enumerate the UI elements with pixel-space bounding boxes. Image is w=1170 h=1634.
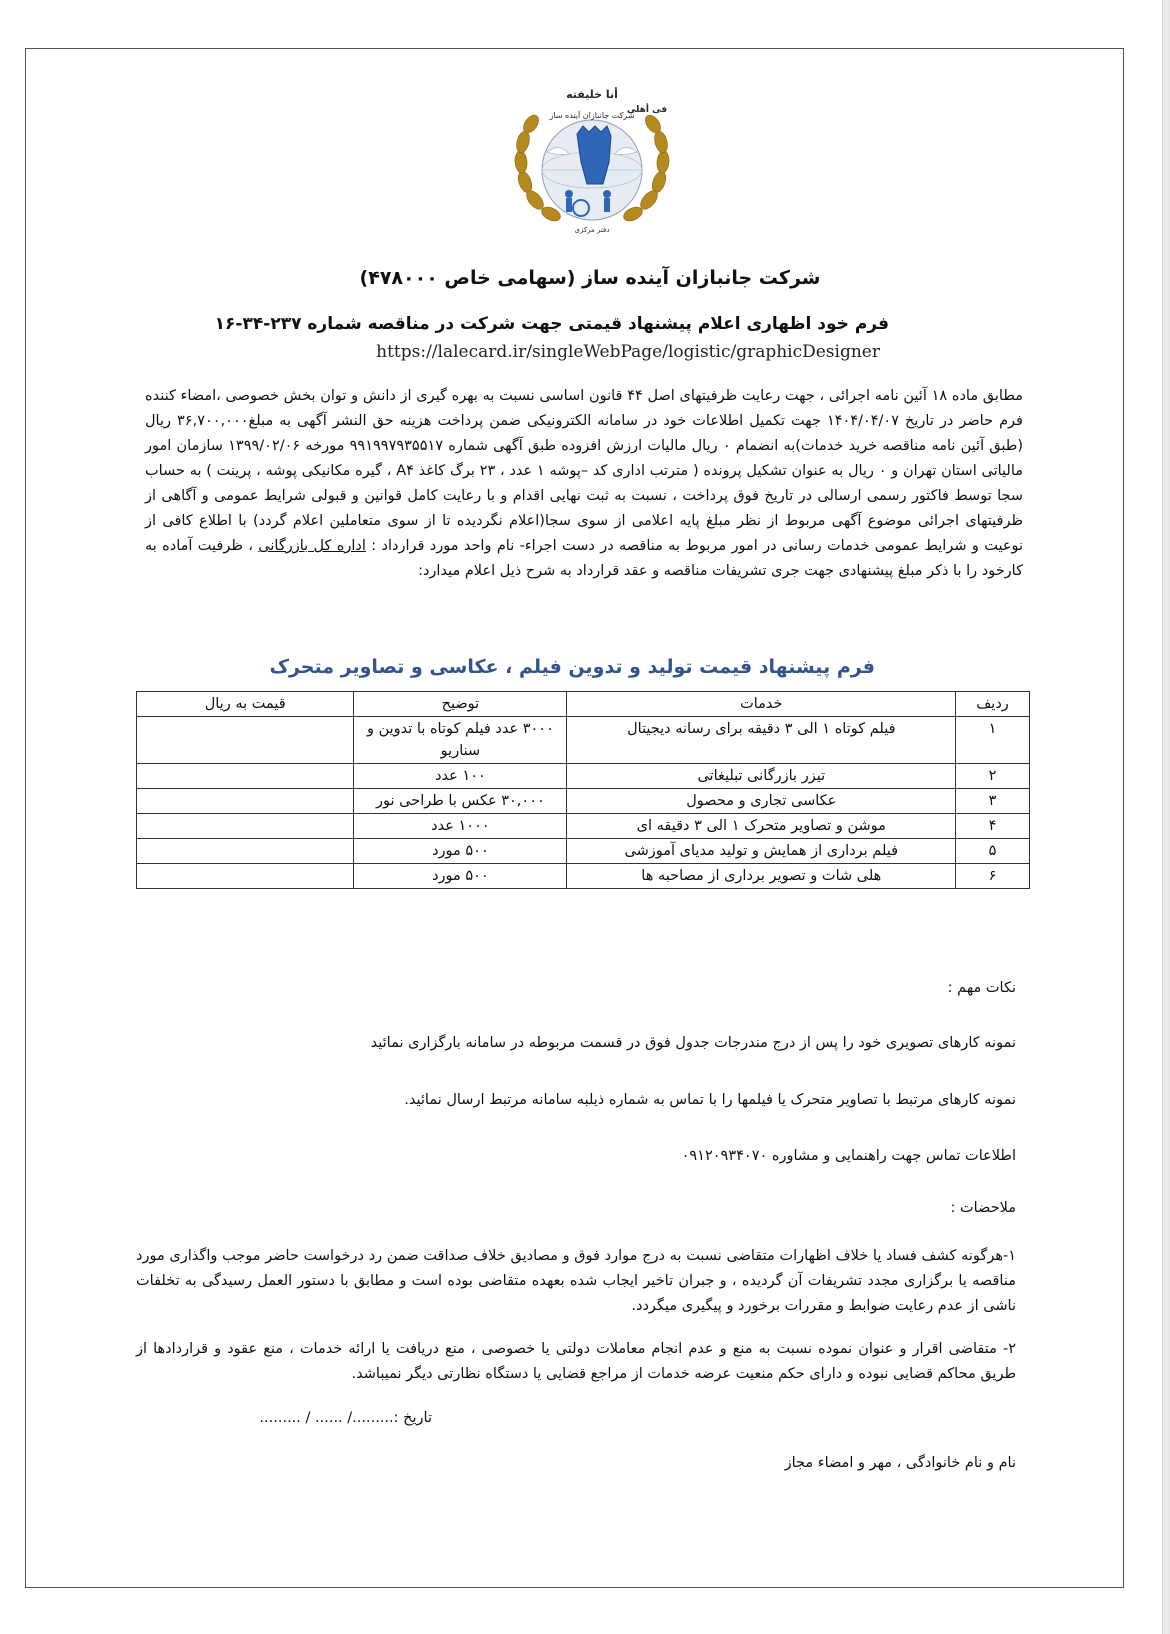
- date-field[interactable]: تاریخ :........./ ...... / .........: [259, 1410, 432, 1426]
- col-description: توضیح: [354, 692, 567, 717]
- description-cell: ۱۰۰۰ عدد: [354, 814, 567, 839]
- table-header-row: [137, 692, 1030, 717]
- signature-line: نام و نام خانوادگی ، مهر و امضاء مجاز: [784, 1455, 1016, 1471]
- intro-text-end: ، ظرفیت آماده به کارخود را با ذکر مبلغ پیشنهادی جهت جری تشریفات مناقصه و عقد قرارداد به شرح ذیل اعلام میدارد:: [145, 538, 1023, 579]
- service-cell: فیلم برداری از همایش و تولید مدیای آموزشی: [567, 839, 956, 864]
- price-cell[interactable]: [137, 717, 354, 764]
- remarks-heading: ملاحضات :: [950, 1200, 1016, 1216]
- row-number: ۲: [956, 764, 1030, 789]
- service-cell: هلی شات و تصویر برداری از مصاحبه ها: [567, 864, 956, 889]
- table-row: [137, 814, 1030, 839]
- price-cell[interactable]: [137, 864, 354, 889]
- remark-item: ۲- متقاضی اقرار و عنوان نموده نسبت به منع و عدم انجام معاملات دولتی یا خصوصی ، منع دریافت یا ارائه خدمات ، منع عقود و قراردادها از طریق محاکم قضایی نبوده و دارای حکم منعیت عرضه خدمات از مراجع قضایی یا دستگاه نظارتی دیگر نمیباشد.: [136, 1341, 1016, 1382]
- form-title: فرم خود اظهاری اعلام پیشنهاد قیمتی جهت شرکت در مناقصه شماره ۲۳۷-۳۴-۱۶: [214, 314, 889, 334]
- company-logo: [497, 82, 687, 242]
- row-number: ۶: [956, 864, 1030, 889]
- price-cell[interactable]: [137, 764, 354, 789]
- contact-info: اطلاعات تماس جهت راهنمایی و مشاوره ۰۹۱۲۰۹۳۴۰۷۰: [681, 1148, 1016, 1164]
- contract-unit: اداره کل بازرگانی: [258, 538, 366, 554]
- price-cell[interactable]: [137, 789, 354, 814]
- row-number: ۵: [956, 839, 1030, 864]
- price-cell[interactable]: [137, 839, 354, 864]
- description-cell: ۱۰۰ عدد: [354, 764, 567, 789]
- service-cell: موشن و تصاویر متحرک ۱ الی ۳ دقیقه ای: [567, 814, 956, 839]
- remark-item: ۱-هرگونه کشف فساد یا خلاف اظهارات متقاضی نسبت به درج موارد فوق و مصادیق خلاف صداقت ضمن رد درخواست حاضر موجب واگذاری مورد مناقصه یا برگزاری مجدد تشریفات آن گردیده ، و جبران تاخیر ایجاب شده بعهده متقاضی بوده است و مطابق با دستور العمل رسیدگی به تخلفات ناشی از عدم رعایت ضوابط و مقررات برخورد و پیگیری میگردد.: [136, 1248, 1016, 1314]
- logo-ring-text: شرکت جانبازان آینده ساز: [549, 111, 635, 120]
- notes-heading: نکات مهم :: [947, 980, 1016, 996]
- service-cell: فیلم کوتاه ۱ الی ۳ دقیقه برای رسانه دیجیتال: [567, 717, 956, 764]
- col-price: قیمت به ریال: [137, 692, 354, 717]
- price-table: [136, 691, 1030, 889]
- col-services: خدمات: [567, 692, 956, 717]
- note-item: نمونه کارهای مرتبط با تصاویر متحرک یا فیلمها را با تماس به شماره ذیلبه سامانه مرتبط ارسال نمائید.: [404, 1092, 1016, 1108]
- col-row-number: ردیف: [956, 692, 1030, 717]
- description-cell: ۳۰۰۰ عدد فیلم کوتاه با تدوین و سناریو: [354, 717, 567, 764]
- table-row: [137, 839, 1030, 864]
- description-cell: ۵۰۰ مورد: [354, 864, 567, 889]
- note-item: نمونه کارهای تصویری خود را پس از درج مندرجات جدول فوق در قسمت مربوطه در سامانه بارگزاری نمائید: [370, 1035, 1016, 1051]
- table-row: [137, 764, 1030, 789]
- price-cell[interactable]: [137, 814, 354, 839]
- table-row: [137, 789, 1030, 814]
- table-row: [137, 717, 1030, 764]
- logo-top-text-2: فی أهلی: [626, 105, 668, 115]
- logo-top-text: أنا خلیفته: [566, 88, 618, 101]
- logo-bottom-text: دفتر مرکزی: [574, 226, 610, 234]
- service-cell: عکاسی تجاری و محصول: [567, 789, 956, 814]
- row-number: ۴: [956, 814, 1030, 839]
- service-cell: تیزر بازرگانی تبلیغاتی: [567, 764, 956, 789]
- company-title: شرکت جانبازان آینده ساز (سهامی خاص ۴۷۸۰۰۰): [359, 267, 821, 289]
- intro-text: مطابق ماده ۱۸ آئین نامه اجرائی ، جهت رعایت ظرفیتهای اصل ۴۴ قانون اساسی نسبت به بهره گیری از دانش و توان بخش خصوصی ،امضاء کننده فرم حاضر در تاریخ ۱۴۰۴/۰۴/۰۷ جهت تکمیل اطلاعات خود در سامانه الکترونیکی ضمن پرداخت هزینه حق النشر آگهی به مبلغ۳۶,۷۰۰,۰۰۰ ریال (طبق آئین نامه مناقصه خرید خدمات)به انضمام ۰ ریال مالیات ارزش افزوده طبق آگهی شماره ۹۹۱۹۹۷۹۳۵۵۱۷ مورخه ۱۳۹۹/۰۲/۰۶ سازمان امور مالیاتی استان تهران و ۰ ریال به عنوان تشکیل پرونده ( مترتب اداری کد –پوشه ۱ عدد ، ۲۳ برگ کاغذ A۴ ، گیره مکانیکی پوشه ، پرینت ) به حساب سجا توسط فاکتور رسمی ارسالی در تاریخ فوق پرداخت ، نسبت به ثبت نهایی اقدام و با رعایت کامل قوانین و قبولی شرایط عمومی و آگاهی از ظرفیتهای اجرائی موضوع آگهی مربوط از نظر مبلغ پایه اعلامی از سوی سجا(اعلام نگردیده تا از سوی متعاملین اعلام گردد) با اطلاع کافی از نوعیت و شرایط عمومی خدمات رسانی در امور مربوط به مناقصه در دست اجراء- نام واحد مورد قرارداد :: [145, 388, 1024, 554]
- table-row: [137, 864, 1030, 889]
- description-cell: ۳۰,۰۰۰ عکس با طراحی نور: [354, 789, 567, 814]
- tender-url[interactable]: https://lalecard.ir/singleWebPage/logistic/graphicDesigner: [376, 342, 880, 362]
- row-number: ۳: [956, 789, 1030, 814]
- offer-table-title: فرم پیشنهاد قیمت تولید و تدوین فیلم ، عکاسی و تصاویر متحرک: [269, 656, 875, 678]
- description-cell: ۵۰۰ مورد: [354, 839, 567, 864]
- row-number: ۱: [956, 717, 1030, 764]
- intro-paragraph: [145, 384, 1023, 584]
